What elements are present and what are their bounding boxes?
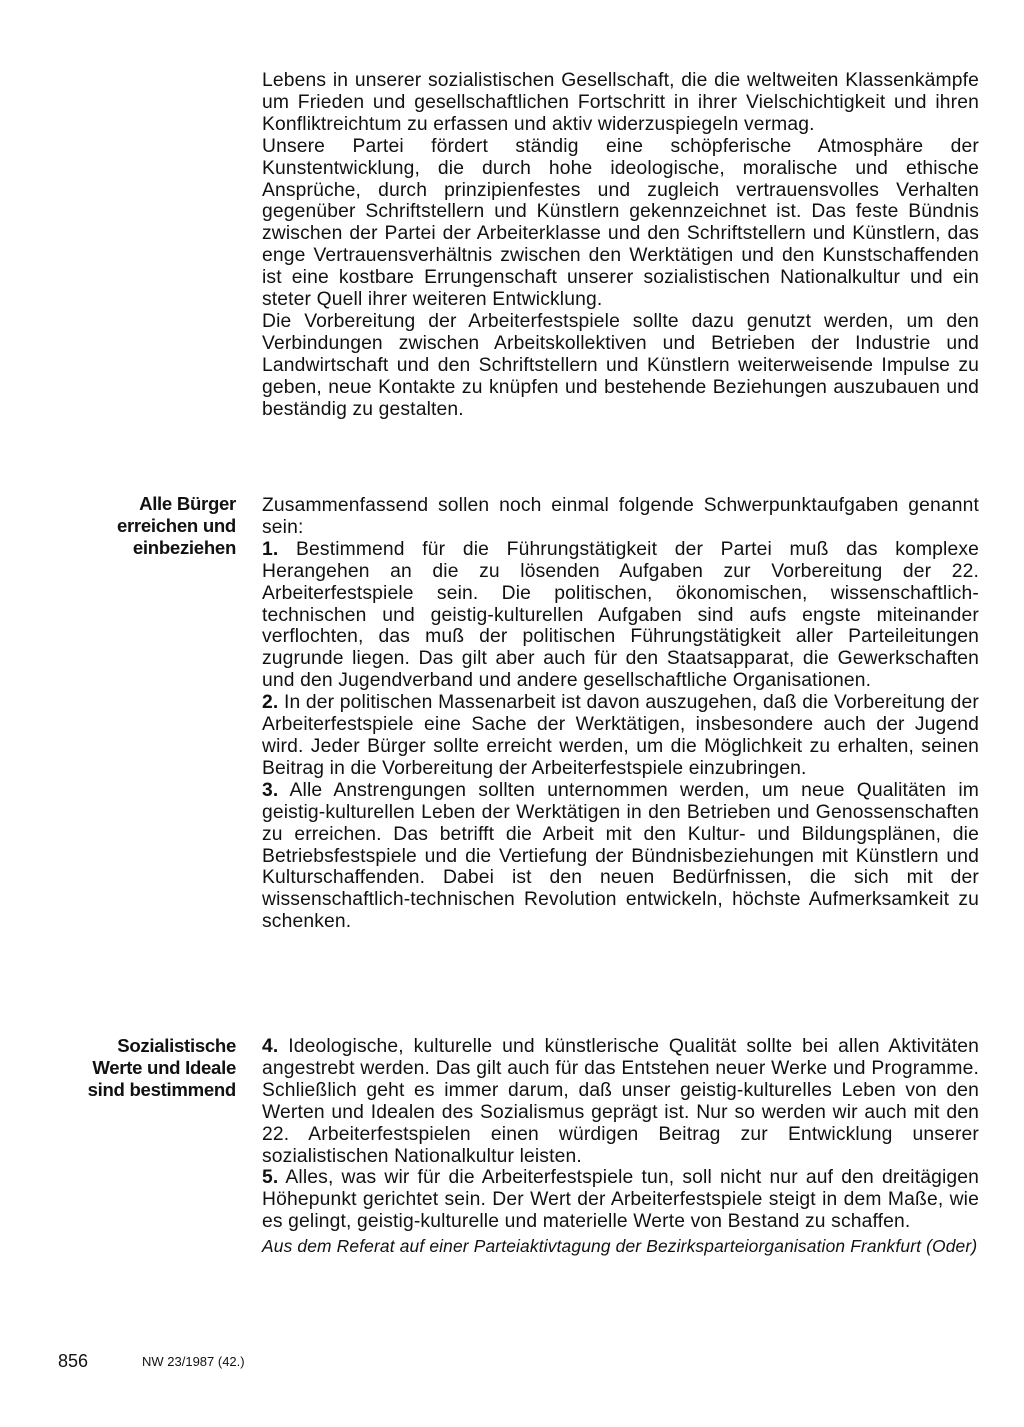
item-text: Bestimmend für die Führungstätigkeit der Partei muß das komplexe Herangehen an die zu lösenden Aufgaben zur Vorbereitung der 22. Arbeiterfestspiele sein. Die politischen, ökonomischen, wissenschaftlich-technischen und geistig-kulturellen Aufgaben sind aufs engste miteinander verflochten, das muß der politischen Führungstätigkeit aller Parteileitungen zugrunde liegen. Das gilt aber auch für den Staatsapparat, die Gewerkschaften und den Jugendverband und andere gesellschaftliche Organisationen. xyxy=(262,538,980,692)
list-item xyxy=(262,1036,979,1167)
item-number: 2. xyxy=(262,692,279,714)
section-intro: Zusammenfassend sollen noch einmal folgende Schwerpunktaufgaben genannt sein: xyxy=(262,495,979,538)
list-item xyxy=(262,692,979,780)
journal-reference: NW 23/1987 (42.) xyxy=(142,1354,245,1369)
marginal-heading-1 xyxy=(26,493,236,559)
item-number: 1. xyxy=(262,538,279,560)
item-text: Alles, was wir für die Arbeiterfestspiele tun, soll nicht nur auf den dreitägigen Höhepunkt gerichtet sein. Der Wert der Arbeiterfestspiele steigt in dem Maße, wie es gelingt, geistig-kulturelle und materielle Werte von Bestand zu schaffen. xyxy=(262,1167,980,1233)
item-number: 4. xyxy=(262,1036,279,1057)
text-block-section-2 xyxy=(262,1036,979,1257)
text-block-section-1 xyxy=(262,495,979,933)
source-citation: Aus dem Referat auf einer Parteiaktivtagung der Bezirksparteiorganisation Frankfurt (Oder) xyxy=(262,1236,978,1257)
marginal-heading-2 xyxy=(26,1035,236,1101)
page-number: 856 xyxy=(58,1351,89,1371)
paragraph: Unsere Partei fördert ständig eine schöpferische Atmosphäre der Kunstentwicklung, die durch hohe ideologische, moralische und ethische Ansprüche, durch prinzipienfestes und zugleich vertrauensvolles Verhalten gegenüber Schriftstellern und Künstlern gekennzeichnet ist. Das feste Bündnis zwischen der Partei der Arbeiterklasse und den Schriftstellern und Künstlern, das enge Vertrauensverhältnis zwischen den Werktätigen und den Kunstschaffenden ist eine kostbare Errungenschaft unserer sozialistischen Nationalkultur und ein steter Quell ihrer weiteren Entwicklung. xyxy=(262,135,979,311)
marginal-heading-line: sind bestimmend xyxy=(87,1079,236,1100)
text-block-top xyxy=(262,70,979,421)
item-number: 5. xyxy=(262,1167,279,1189)
list-item xyxy=(262,780,979,933)
marginal-heading-line: erreichen und xyxy=(116,515,236,536)
list-item xyxy=(262,1167,979,1233)
marginal-heading-line: einbeziehen xyxy=(132,537,236,558)
paragraph: Die Vorbereitung der Arbeiterfestspiele sollte dazu genutzt werden, um den Verbindungen zwischen Arbeitskollektiven und Betrieben der Industrie und Landwirtschaft und den Schriftstellern und Künstlern weiterweisende Impulse zu geben, neue Kontakte zu knüpfen und bestehende Beziehungen auszubauen und beständig zu gestalten. xyxy=(262,310,979,420)
list-item xyxy=(262,539,979,692)
item-number: 3. xyxy=(262,779,279,801)
marginal-heading-line: Alle Bürger xyxy=(139,493,236,514)
item-text: Ideologische, kulturelle und künstlerische Qualität sollte bei allen Aktivitäten angestrebt werden. Das gilt auch für das Entstehen neuer Werke und Programme. Schließlich geht es immer darum, daß unser geistig-kulturelles Leben von den Werten und Idealen des Sozialismus geprägt ist. Nur so werden wir auch mit den 22. Arbeiterfestspielen einen würdigen Beitrag zur Entwicklung unserer sozialistischen Nationalkultur leisten. xyxy=(262,1036,979,1167)
item-text: In der politischen Massenarbeit ist davon auszugehen, daß die Vorbereitung der Arbeiterfestspiele eine Sache der Werktätigen, insbesondere auch der Jugend wird. Jeder Bürger sollte erreicht werden, um die Möglichkeit zu erhalten, seinen Beitrag in die Vorbereitung der Arbeiterfestspiele einzubringen. xyxy=(262,692,979,779)
marginal-heading-line: Sozialistische xyxy=(117,1035,236,1056)
item-text: Alle Anstrengungen sollten unternommen werden, um neue Qualitäten im geistig-kulturellen Leben der Werktätigen in den Betrieben und Genossenschaften zu erreichen. Das betrifft die Arbeit mit den Kultur- und Bildungsplänen, die Betriebsfestspiele und die Vertiefung der Bündnisbeziehungen mit Künstlern und Kulturschaffenden. Dabei ist den neuen Bedürfnissen, die sich mit der wissenschaftlich-technischen Revolution entwickeln, höchste Aufmerksamkeit zu schenken. xyxy=(262,779,979,933)
marginal-heading-line: Werte und Ideale xyxy=(92,1057,236,1078)
paragraph: Lebens in unserer sozialistischen Gesellschaft, die die weltweiten Klassenkämpfe um Frieden und gesellschaftlichen Fortschritt in ihrer Vielschichtigkeit und ihren Konfliktreichtum zu erfassen und aktiv widerzuspiegeln vermag. xyxy=(262,70,979,135)
